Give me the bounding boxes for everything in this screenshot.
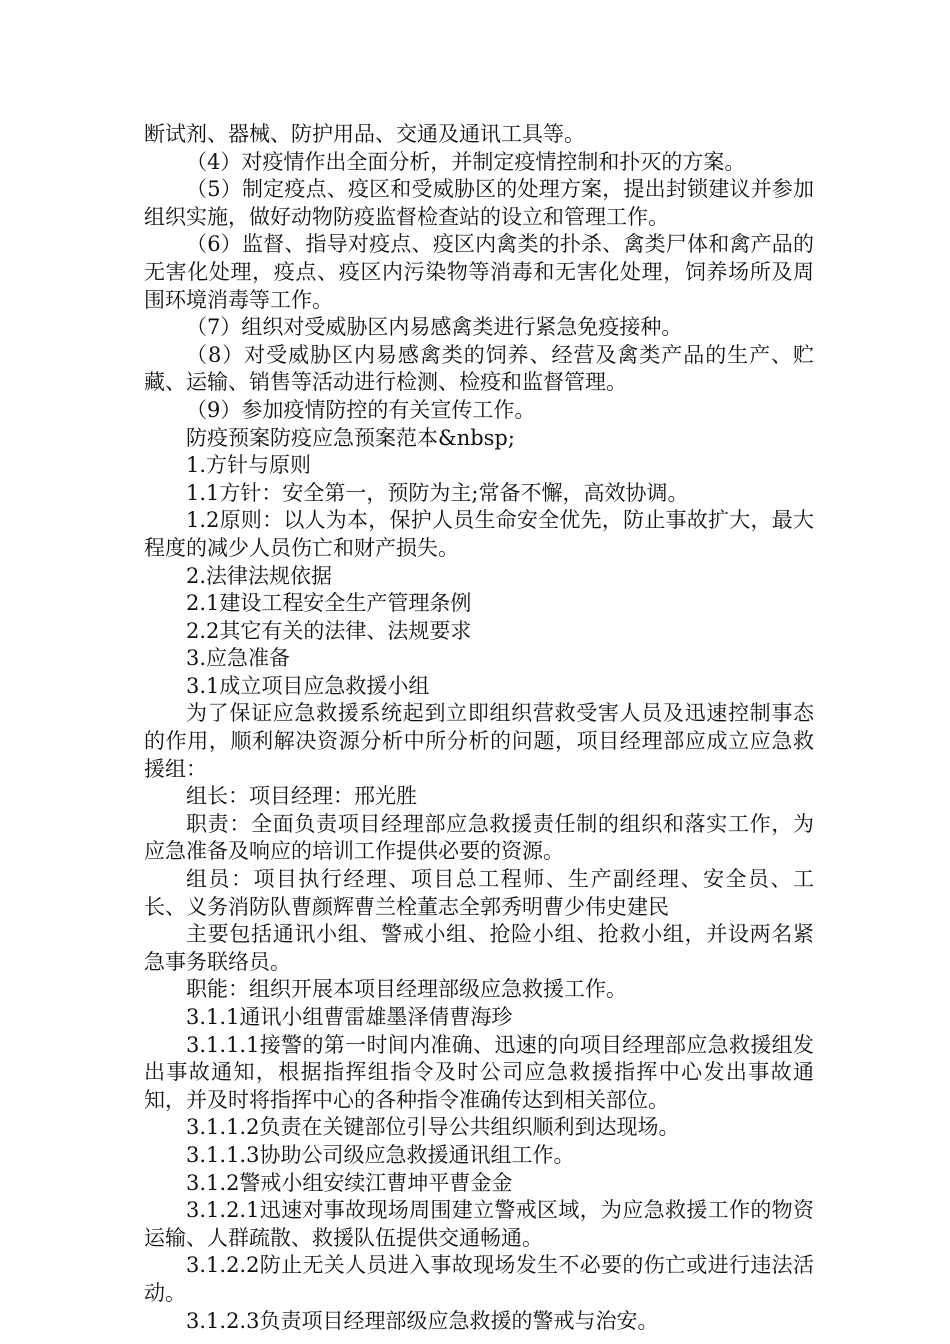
paragraph: （4）对疫情作出全面分析，并制定疫情控制和扑灭的方案。 xyxy=(186,149,746,174)
paragraph: 3.1.2.1迅速对事故现场周围建立警戒区域，为应急救援工作的物资运输、人群疏散、救援队伍提供交通畅通。 xyxy=(144,1198,814,1250)
heading: 2.法律法规依据 xyxy=(186,563,333,588)
paragraph: （8）对受威胁区内易感禽类的饲养、经营及禽类产品的生产、贮藏、运输、销售等活动进行检测、检疫和监督管理。 xyxy=(144,342,814,395)
paragraph: 2.2其它有关的法律、法规要求 xyxy=(186,618,472,643)
paragraph: 2.1建设工程安全生产管理条例 xyxy=(186,591,472,616)
paragraph: 1.1方针：安全第一，预防为主;常备不懈，高效协调。 xyxy=(186,480,689,505)
paragraph: 职责：全面负责项目经理部应急救援责任制的组织和落实工作，为应急准备及响应的培训工作提供必要的资源。 xyxy=(144,811,814,864)
section-title: 防疫预案防疫应急预案范本&nbsp; xyxy=(186,425,515,450)
paragraph: 3.1.1.1接警的第一时间内准确、迅速的向项目经理部应急救援组发出事故通知，根据指挥组指令及时公司应急救援指挥中心发出事故通知，并及时将指挥中心的各种指令准确传达到相关部位。 xyxy=(144,1032,814,1112)
paragraph: 3.1.1通讯小组曹雷雄墨泽倩曹海珍 xyxy=(186,1005,513,1029)
paragraph: 3.1.1.2负责在关键部位引导公共组织顺利到达现场。 xyxy=(186,1115,680,1140)
paragraph: （6）监督、指导对疫点、疫区内禽类的扑杀、禽类尸体和禽产品的无害化处理，疫点、疫区内污染物等消毒和无害化处理，饲养场所及周围环境消毒等工作。 xyxy=(144,232,814,312)
paragraph: （5）制定疫点、疫区和受威胁区的处理方案，提出封锁建议并参加组织实施，做好动物防疫监督检查站的设立和管理工作。 xyxy=(144,177,814,229)
paragraph: 3.1.2警戒小组安续江曹坤平曹金金 xyxy=(186,1170,513,1195)
heading: 1.方针与原则 xyxy=(186,453,312,478)
heading: 3.应急准备 xyxy=(186,646,291,671)
paragraph: 组长：项目经理：邢光胜 xyxy=(186,784,417,809)
paragraph: 3.1.2.3负责项目经理部级应急救援的警戒与治安。 xyxy=(186,1308,659,1333)
paragraph: 3.1.2.2防止无关人员进入事故现场发生不必要的伤亡或进行违法活动。 xyxy=(144,1253,814,1305)
paragraph: 组员：项目执行经理、项目总工程师、生产副经理、安全员、工长、义务消防队曹颜辉曹兰栓董志全郭秀明曹少伟史建民 xyxy=(144,867,814,919)
paragraph: 为了保证应急救援系统起到立即组织营救受害人员及迅速控制事态的作用，顺利解决资源分析中所分析的问题，项目经理部应成立应急救援组： xyxy=(144,701,814,781)
document-body xyxy=(144,121,814,1335)
paragraph: 3.1成立项目应急救援小组 xyxy=(186,673,430,698)
paragraph: （9）参加疫情防控的有关宣传工作。 xyxy=(186,397,536,422)
paragraph: 主要包括通讯小组、警戒小组、抢险小组、抢救小组，并设两名紧急事务联络员。 xyxy=(144,922,814,974)
paragraph: 职能：组织开展本项目经理部级应急救援工作。 xyxy=(186,977,627,1002)
paragraph: 1.2原则：以人为本，保护人员生命安全优先，防止事故扩大，最大程度的减少人员伤亡和财产损失。 xyxy=(144,508,814,560)
paragraph: （7）组织对受威胁区内易感禽类进行紧急免疫接种。 xyxy=(186,315,683,340)
paragraph: 断试剂、器械、防护用品、交通及通讯工具等。 xyxy=(144,122,585,146)
paragraph: 3.1.1.3协助公司级应急救援通讯组工作。 xyxy=(186,1142,575,1167)
